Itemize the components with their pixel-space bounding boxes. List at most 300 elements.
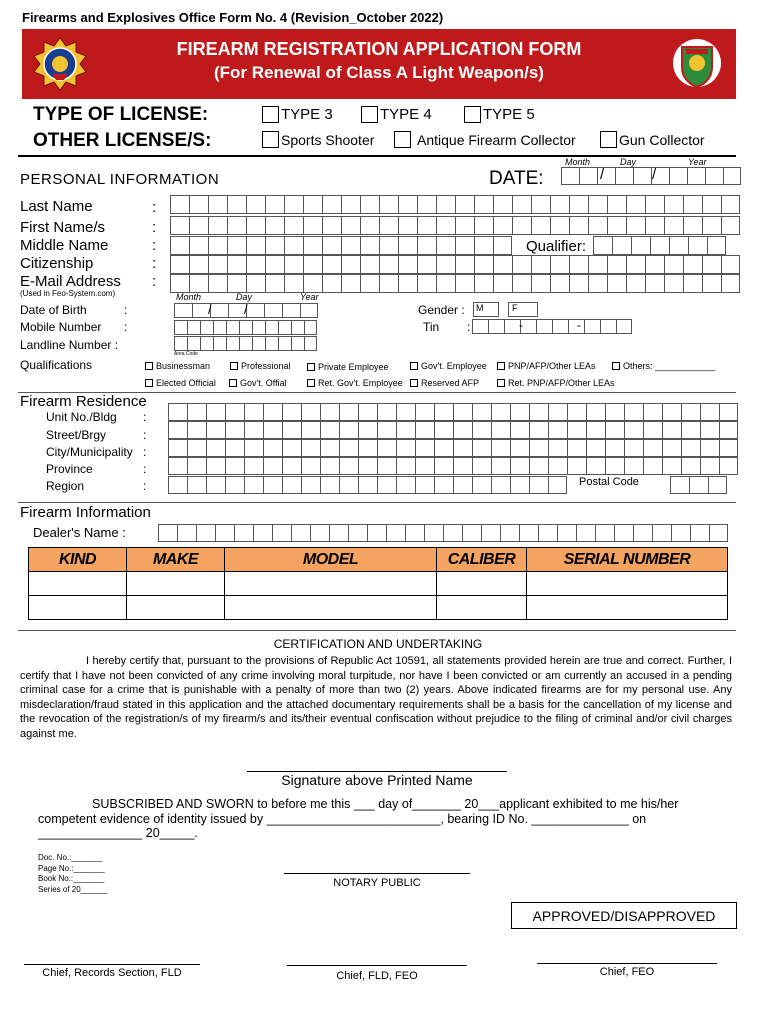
- notary-signature-line[interactable]: [284, 873, 470, 874]
- input-cell[interactable]: [707, 236, 726, 255]
- input-cell[interactable]: [339, 403, 358, 421]
- input-cell[interactable]: [493, 195, 512, 214]
- input-cell[interactable]: [282, 476, 301, 494]
- input-cell[interactable]: [360, 216, 379, 235]
- input-cell[interactable]: [339, 439, 358, 457]
- input-cell[interactable]: [474, 255, 493, 274]
- input-cell[interactable]: [227, 195, 246, 214]
- input-cell[interactable]: [168, 439, 187, 457]
- input-cell[interactable]: [481, 524, 500, 542]
- input-cell[interactable]: [398, 236, 417, 255]
- input-cell[interactable]: [415, 439, 434, 457]
- input-cell[interactable]: [531, 274, 550, 293]
- table-cell[interactable]: [29, 596, 127, 620]
- table-cell[interactable]: [127, 596, 225, 620]
- input-cell[interactable]: [396, 476, 415, 494]
- input-cell[interactable]: [453, 421, 472, 439]
- input-cell[interactable]: [301, 421, 320, 439]
- input-cell[interactable]: [683, 216, 702, 235]
- input-cell[interactable]: [415, 421, 434, 439]
- input-cell[interactable]: [174, 320, 187, 335]
- input-cell[interactable]: [358, 439, 377, 457]
- input-cell[interactable]: [633, 167, 651, 185]
- input-cell[interactable]: [633, 524, 652, 542]
- input-cell[interactable]: [415, 476, 434, 494]
- input-cell[interactable]: [265, 216, 284, 235]
- input-cell[interactable]: [379, 274, 398, 293]
- input-cell[interactable]: [187, 476, 206, 494]
- checkbox[interactable]: [230, 362, 238, 370]
- input-cell[interactable]: [252, 320, 265, 335]
- input-cell[interactable]: [339, 421, 358, 439]
- input-cell[interactable]: [367, 524, 386, 542]
- input-cell[interactable]: [284, 255, 303, 274]
- input-cell[interactable]: [436, 195, 455, 214]
- input-cell[interactable]: [643, 439, 662, 457]
- input-cell[interactable]: [234, 524, 253, 542]
- type4-option[interactable]: TYPE 4: [361, 106, 432, 123]
- first-name-input[interactable]: [170, 216, 740, 235]
- input-cell[interactable]: [550, 195, 569, 214]
- input-cell[interactable]: [510, 457, 529, 475]
- input-cell[interactable]: [512, 216, 531, 235]
- input-cell[interactable]: [189, 195, 208, 214]
- input-cell[interactable]: [548, 403, 567, 421]
- input-cell[interactable]: [379, 236, 398, 255]
- input-cell[interactable]: [664, 255, 683, 274]
- input-cell[interactable]: [208, 274, 227, 293]
- input-cell[interactable]: [705, 167, 723, 185]
- gender-female-box[interactable]: [508, 302, 538, 317]
- input-cell[interactable]: [586, 457, 605, 475]
- input-cell[interactable]: [284, 216, 303, 235]
- qual-govt-offial[interactable]: [229, 378, 287, 388]
- input-cell[interactable]: [360, 236, 379, 255]
- input-cell[interactable]: [322, 195, 341, 214]
- input-cell[interactable]: [491, 421, 510, 439]
- input-cell[interactable]: [510, 403, 529, 421]
- input-cell[interactable]: [265, 336, 278, 351]
- input-cell[interactable]: [206, 439, 225, 457]
- qual-govt-employee[interactable]: [410, 361, 487, 371]
- input-cell[interactable]: [246, 216, 265, 235]
- input-cell[interactable]: [519, 524, 538, 542]
- input-cell[interactable]: [650, 236, 669, 255]
- input-cell[interactable]: [531, 195, 550, 214]
- input-cell[interactable]: [462, 524, 481, 542]
- input-cell[interactable]: [417, 236, 436, 255]
- city-input[interactable]: [168, 439, 738, 457]
- input-cell[interactable]: [434, 403, 453, 421]
- input-cell[interactable]: [265, 236, 284, 255]
- input-cell[interactable]: [662, 421, 681, 439]
- checkbox[interactable]: [145, 379, 153, 387]
- checkbox[interactable]: [497, 379, 505, 387]
- input-cell[interactable]: [702, 274, 721, 293]
- table-cell[interactable]: [225, 596, 437, 620]
- input-cell[interactable]: [170, 195, 189, 214]
- input-cell[interactable]: [360, 255, 379, 274]
- input-cell[interactable]: [683, 195, 702, 214]
- input-cell[interactable]: [548, 457, 567, 475]
- postal-code-input[interactable]: [670, 476, 727, 494]
- input-cell[interactable]: [358, 476, 377, 494]
- input-cell[interactable]: [225, 439, 244, 457]
- input-cell[interactable]: [434, 457, 453, 475]
- table-cell[interactable]: [127, 572, 225, 596]
- input-cell[interactable]: [377, 439, 396, 457]
- input-cell[interactable]: [605, 403, 624, 421]
- table-cell[interactable]: [527, 572, 728, 596]
- input-cell[interactable]: [208, 236, 227, 255]
- input-cell[interactable]: [398, 216, 417, 235]
- input-cell[interactable]: [263, 403, 282, 421]
- input-cell[interactable]: [614, 524, 633, 542]
- input-cell[interactable]: [252, 336, 265, 351]
- input-cell[interactable]: [341, 255, 360, 274]
- input-cell[interactable]: [453, 439, 472, 457]
- qual-professional[interactable]: [230, 361, 291, 371]
- citizenship-input[interactable]: [170, 255, 740, 274]
- input-cell[interactable]: [504, 319, 520, 334]
- input-cell[interactable]: [453, 476, 472, 494]
- input-cell[interactable]: [472, 421, 491, 439]
- input-cell[interactable]: [569, 255, 588, 274]
- input-cell[interactable]: [244, 403, 263, 421]
- input-cell[interactable]: [626, 216, 645, 235]
- input-cell[interactable]: [472, 476, 491, 494]
- table-cell[interactable]: [437, 596, 527, 620]
- input-cell[interactable]: [670, 476, 689, 494]
- input-cell[interactable]: [320, 403, 339, 421]
- input-cell[interactable]: [284, 236, 303, 255]
- input-cell[interactable]: [379, 216, 398, 235]
- input-cell[interactable]: [386, 524, 405, 542]
- input-cell[interactable]: [662, 439, 681, 457]
- gender-male-box[interactable]: [473, 302, 499, 317]
- input-cell[interactable]: [512, 195, 531, 214]
- input-cell[interactable]: [723, 167, 741, 185]
- input-cell[interactable]: [643, 421, 662, 439]
- input-cell[interactable]: [322, 274, 341, 293]
- input-cell[interactable]: [586, 439, 605, 457]
- middle-name-input[interactable]: [170, 236, 512, 255]
- input-cell[interactable]: [322, 236, 341, 255]
- antique-collector-checkbox[interactable]: [394, 131, 411, 148]
- input-cell[interactable]: [455, 216, 474, 235]
- input-cell[interactable]: [702, 216, 721, 235]
- input-cell[interactable]: [424, 524, 443, 542]
- input-cell[interactable]: [263, 421, 282, 439]
- chief-fld-signature-line[interactable]: [287, 965, 467, 966]
- input-cell[interactable]: [265, 274, 284, 293]
- input-cell[interactable]: [436, 216, 455, 235]
- input-cell[interactable]: [329, 524, 348, 542]
- input-cell[interactable]: [721, 195, 740, 214]
- input-cell[interactable]: [584, 319, 600, 334]
- input-cell[interactable]: [263, 476, 282, 494]
- input-cell[interactable]: [434, 476, 453, 494]
- input-cell[interactable]: [170, 255, 189, 274]
- chief-feo-signature-line[interactable]: [537, 963, 717, 964]
- input-cell[interactable]: [170, 216, 189, 235]
- input-cell[interactable]: [576, 524, 595, 542]
- input-cell[interactable]: [200, 336, 213, 351]
- input-cell[interactable]: [304, 320, 317, 335]
- input-cell[interactable]: [168, 403, 187, 421]
- input-cell[interactable]: [187, 336, 200, 351]
- input-cell[interactable]: [320, 476, 339, 494]
- input-cell[interactable]: [301, 457, 320, 475]
- input-cell[interactable]: [689, 476, 708, 494]
- input-cell[interactable]: [624, 457, 643, 475]
- checkbox[interactable]: [307, 379, 315, 387]
- input-cell[interactable]: [303, 274, 322, 293]
- input-cell[interactable]: [662, 457, 681, 475]
- input-cell[interactable]: [626, 195, 645, 214]
- input-cell[interactable]: [189, 216, 208, 235]
- qual-businessman[interactable]: [145, 361, 210, 371]
- input-cell[interactable]: [379, 195, 398, 214]
- input-cell[interactable]: [225, 403, 244, 421]
- email-input[interactable]: [170, 274, 740, 293]
- input-cell[interactable]: [626, 274, 645, 293]
- input-cell[interactable]: [510, 476, 529, 494]
- input-cell[interactable]: [588, 195, 607, 214]
- input-cell[interactable]: [568, 319, 584, 334]
- input-cell[interactable]: [443, 524, 462, 542]
- input-cell[interactable]: [700, 457, 719, 475]
- input-cell[interactable]: [453, 403, 472, 421]
- input-cell[interactable]: [690, 524, 709, 542]
- type5-option[interactable]: TYPE 5: [464, 106, 535, 123]
- input-cell[interactable]: [396, 457, 415, 475]
- input-cell[interactable]: [593, 236, 612, 255]
- input-cell[interactable]: [453, 457, 472, 475]
- input-cell[interactable]: [339, 457, 358, 475]
- input-cell[interactable]: [567, 457, 586, 475]
- input-cell[interactable]: [721, 216, 740, 235]
- input-cell[interactable]: [396, 421, 415, 439]
- input-cell[interactable]: [208, 195, 227, 214]
- input-cell[interactable]: [341, 274, 360, 293]
- input-cell[interactable]: [396, 403, 415, 421]
- input-cell[interactable]: [702, 195, 721, 214]
- input-cell[interactable]: [239, 336, 252, 351]
- input-cell[interactable]: [721, 255, 740, 274]
- input-cell[interactable]: [246, 195, 265, 214]
- input-cell[interactable]: [253, 524, 272, 542]
- input-cell[interactable]: [187, 421, 206, 439]
- type5-checkbox[interactable]: [464, 106, 481, 123]
- input-cell[interactable]: [588, 274, 607, 293]
- input-cell[interactable]: [244, 439, 263, 457]
- input-cell[interactable]: [189, 236, 208, 255]
- input-cell[interactable]: [187, 320, 200, 335]
- input-cell[interactable]: [708, 476, 727, 494]
- input-cell[interactable]: [548, 476, 567, 494]
- input-cell[interactable]: [434, 421, 453, 439]
- input-cell[interactable]: [681, 403, 700, 421]
- input-cell[interactable]: [548, 439, 567, 457]
- input-cell[interactable]: [455, 255, 474, 274]
- input-cell[interactable]: [244, 476, 263, 494]
- input-cell[interactable]: [529, 403, 548, 421]
- input-cell[interactable]: [213, 320, 226, 335]
- input-cell[interactable]: [700, 421, 719, 439]
- input-cell[interactable]: [681, 439, 700, 457]
- input-cell[interactable]: [348, 524, 367, 542]
- input-cell[interactable]: [557, 524, 576, 542]
- input-cell[interactable]: [272, 524, 291, 542]
- input-cell[interactable]: [360, 195, 379, 214]
- input-cell[interactable]: [303, 236, 322, 255]
- input-cell[interactable]: [206, 403, 225, 421]
- input-cell[interactable]: [358, 457, 377, 475]
- input-cell[interactable]: [607, 274, 626, 293]
- input-cell[interactable]: [455, 236, 474, 255]
- input-cell[interactable]: [671, 524, 690, 542]
- input-cell[interactable]: [681, 421, 700, 439]
- input-cell[interactable]: [187, 457, 206, 475]
- input-cell[interactable]: [626, 255, 645, 274]
- input-cell[interactable]: [719, 403, 738, 421]
- input-cell[interactable]: [187, 403, 206, 421]
- input-cell[interactable]: [612, 236, 631, 255]
- input-cell[interactable]: [358, 403, 377, 421]
- input-cell[interactable]: [474, 236, 493, 255]
- input-cell[interactable]: [320, 457, 339, 475]
- input-cell[interactable]: [491, 403, 510, 421]
- input-cell[interactable]: [624, 421, 643, 439]
- input-cell[interactable]: [417, 274, 436, 293]
- input-cell[interactable]: [616, 319, 632, 334]
- input-cell[interactable]: [552, 319, 568, 334]
- type4-checkbox[interactable]: [361, 106, 378, 123]
- input-cell[interactable]: [474, 195, 493, 214]
- date-input[interactable]: [561, 167, 741, 185]
- checkbox[interactable]: [229, 379, 237, 387]
- qual-ret-pnp-afp[interactable]: [497, 378, 615, 388]
- input-cell[interactable]: [643, 403, 662, 421]
- input-cell[interactable]: [709, 524, 728, 542]
- region-input[interactable]: [168, 476, 567, 494]
- input-cell[interactable]: [664, 216, 683, 235]
- input-cell[interactable]: [669, 236, 688, 255]
- input-cell[interactable]: [550, 216, 569, 235]
- input-cell[interactable]: [227, 255, 246, 274]
- input-cell[interactable]: [210, 303, 228, 318]
- input-cell[interactable]: [721, 274, 740, 293]
- input-cell[interactable]: [379, 255, 398, 274]
- table-cell[interactable]: [437, 572, 527, 596]
- input-cell[interactable]: [282, 439, 301, 457]
- input-cell[interactable]: [491, 457, 510, 475]
- input-cell[interactable]: [282, 303, 300, 318]
- input-cell[interactable]: [303, 195, 322, 214]
- input-cell[interactable]: [320, 439, 339, 457]
- input-cell[interactable]: [500, 524, 519, 542]
- input-cell[interactable]: [529, 439, 548, 457]
- checkbox[interactable]: [307, 363, 315, 371]
- input-cell[interactable]: [225, 457, 244, 475]
- input-cell[interactable]: [227, 236, 246, 255]
- type3-checkbox[interactable]: [262, 106, 279, 123]
- input-cell[interactable]: [700, 403, 719, 421]
- input-cell[interactable]: [263, 439, 282, 457]
- input-cell[interactable]: [177, 524, 196, 542]
- input-cell[interactable]: [472, 439, 491, 457]
- input-cell[interactable]: [227, 274, 246, 293]
- input-cell[interactable]: [174, 336, 187, 351]
- input-cell[interactable]: [719, 457, 738, 475]
- input-cell[interactable]: [683, 255, 702, 274]
- qual-pnp-afp[interactable]: [497, 361, 596, 371]
- input-cell[interactable]: [227, 216, 246, 235]
- input-cell[interactable]: [196, 524, 215, 542]
- input-cell[interactable]: [284, 274, 303, 293]
- input-cell[interactable]: [284, 195, 303, 214]
- input-cell[interactable]: [538, 524, 557, 542]
- input-cell[interactable]: [719, 439, 738, 457]
- input-cell[interactable]: [550, 255, 569, 274]
- input-cell[interactable]: [417, 255, 436, 274]
- input-cell[interactable]: [645, 195, 664, 214]
- input-cell[interactable]: [548, 421, 567, 439]
- input-cell[interactable]: [569, 216, 588, 235]
- input-cell[interactable]: [244, 457, 263, 475]
- input-cell[interactable]: [265, 320, 278, 335]
- input-cell[interactable]: [206, 476, 225, 494]
- input-cell[interactable]: [472, 319, 488, 334]
- input-cell[interactable]: [322, 216, 341, 235]
- input-cell[interactable]: [664, 274, 683, 293]
- input-cell[interactable]: [531, 216, 550, 235]
- input-cell[interactable]: [187, 439, 206, 457]
- input-cell[interactable]: [600, 319, 616, 334]
- input-cell[interactable]: [246, 274, 265, 293]
- input-cell[interactable]: [226, 336, 239, 351]
- input-cell[interactable]: [168, 421, 187, 439]
- input-cell[interactable]: [605, 421, 624, 439]
- input-cell[interactable]: [493, 255, 512, 274]
- input-cell[interactable]: [264, 303, 282, 318]
- input-cell[interactable]: [474, 274, 493, 293]
- input-cell[interactable]: [310, 524, 329, 542]
- mobile-input[interactable]: [174, 320, 317, 335]
- input-cell[interactable]: [213, 336, 226, 351]
- input-cell[interactable]: [282, 421, 301, 439]
- input-cell[interactable]: [662, 403, 681, 421]
- approved-disapproved-box[interactable]: APPROVED/DISAPPROVED: [511, 902, 737, 929]
- input-cell[interactable]: [669, 167, 687, 185]
- input-cell[interactable]: [358, 421, 377, 439]
- input-cell[interactable]: [436, 236, 455, 255]
- input-cell[interactable]: [493, 216, 512, 235]
- input-cell[interactable]: [225, 476, 244, 494]
- input-cell[interactable]: [493, 236, 512, 255]
- input-cell[interactable]: [339, 476, 358, 494]
- input-cell[interactable]: [512, 274, 531, 293]
- input-cell[interactable]: [474, 216, 493, 235]
- input-cell[interactable]: [531, 255, 550, 274]
- street-input[interactable]: [168, 421, 738, 439]
- input-cell[interactable]: [415, 457, 434, 475]
- input-cell[interactable]: [607, 216, 626, 235]
- input-cell[interactable]: [569, 274, 588, 293]
- table-cell[interactable]: [225, 572, 437, 596]
- input-cell[interactable]: [550, 274, 569, 293]
